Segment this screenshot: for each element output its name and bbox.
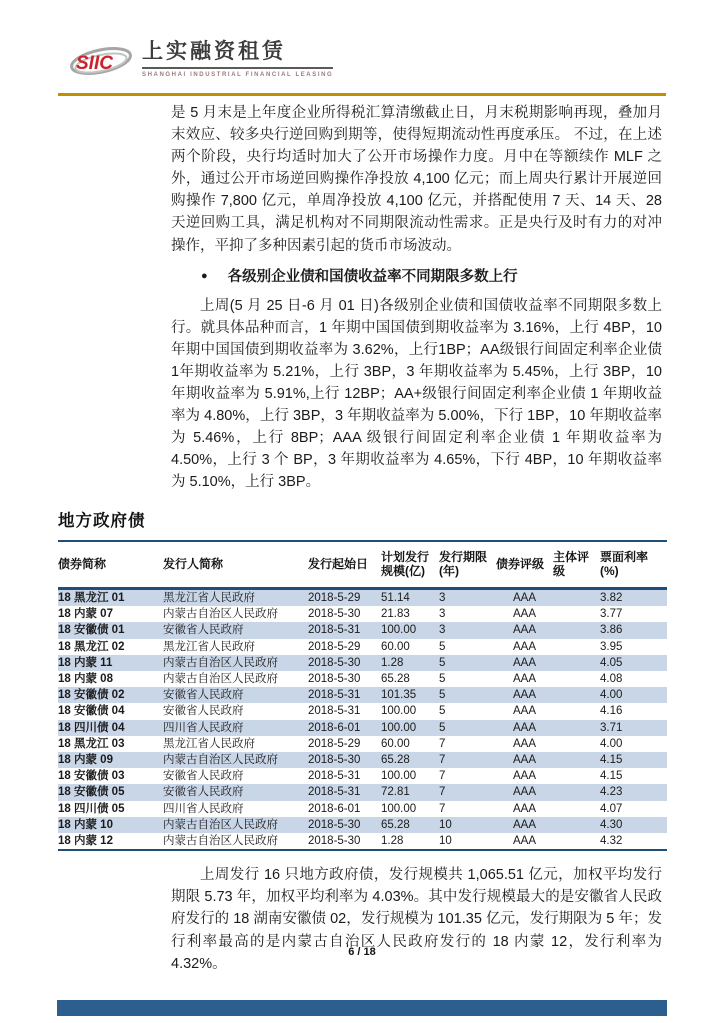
bullet-heading-text: 各级别企业债和国债收益率不同期限多数上行: [227, 268, 518, 285]
col-header-issue-date: 发行起始日: [308, 541, 381, 589]
cell-issuer: 安徽省人民政府: [163, 705, 244, 718]
paragraph-yields: 上周(5 月 25 日-6 月 01 日)各级别企业债和国债收益率不同期限多数上行。就具体品种而言，1 年期中国国债到期收益率为 3.16%，上行 4BP，10 年期中国国债到期收益率为 3.62%，上行1BP；AA级银行间固定利率企业债1年期收益率为 5.21%，上行 3BP，3 年期收益率为 5.45%，上行 3BP，10 年期收益率为 5.91%,上行 12BP；AA+级银行间固定利率企业债 1 年期收益率为 4.80%，上行 3BP，3 年期收益率为 5.00%，下行 1BP，10 年期收益率为 5.46%，上行 8BP；AAA 级银行间固定利率企业债 1 年期收益率为 4.50%，上行 3 个 BP，3 年期收益率为 4.65%，下行 4BP，10 年期收益率为 5.10%，上行 3BP。: [171, 297, 662, 491]
cell-scale: 1.28: [381, 835, 404, 848]
cell-issue-date: 2018-6-01: [308, 802, 361, 815]
cell-scale: 100.00: [381, 721, 417, 734]
cell-coupon: 4.32: [600, 835, 623, 848]
cell-bond-rating: AAA: [512, 624, 536, 637]
cell-scale: 65.28: [381, 673, 410, 686]
cell-issue-date: 2018-5-29: [308, 592, 361, 604]
cell-term: 5: [439, 721, 446, 734]
cell-bond-name: 18 内蒙 09: [58, 754, 113, 767]
cell-bond-rating: AAA: [512, 818, 536, 831]
cell-issuer: 黑龙江省人民政府: [163, 640, 255, 653]
company-name-cn: 上实融资租赁: [142, 40, 333, 69]
cell-term: 5: [439, 640, 446, 653]
cell-term: 3: [439, 592, 446, 604]
cell-term: 3: [439, 624, 446, 637]
table-row: [58, 671, 667, 687]
cell-bond-name: 18 内蒙 12: [58, 835, 113, 848]
cell-coupon: 4.16: [600, 705, 623, 718]
table-row: [58, 801, 667, 817]
col-header-scale: 计划发行规模(亿): [381, 541, 439, 589]
cell-scale: 100.00: [381, 624, 417, 637]
cell-term: 3: [439, 608, 446, 621]
table-row: [58, 736, 667, 752]
cell-bond-rating: AAA: [512, 786, 536, 799]
company-logo: [68, 40, 333, 84]
cell-issuer-rating: [553, 589, 600, 607]
table-row: [58, 655, 667, 671]
cell-term: 7: [439, 754, 446, 767]
table-row: [58, 833, 667, 850]
cell-issue-date: 2018-5-30: [308, 656, 361, 669]
cell-bond-name: 18 安徽债 05: [58, 786, 125, 799]
cell-bond-rating: AAA: [512, 592, 536, 604]
cell-scale: 51.14: [381, 592, 410, 604]
cell-term: 5: [439, 673, 446, 686]
cell-issuer-rating: [553, 720, 600, 736]
cell-bond-name: 18 安徽债 03: [58, 770, 125, 783]
cell-term: 7: [439, 802, 446, 815]
cell-coupon: 3.95: [600, 640, 623, 653]
cell-scale: 65.28: [381, 754, 410, 767]
bond-table: [58, 540, 667, 852]
cell-bond-name: 18 内蒙 08: [58, 673, 113, 686]
cell-issue-date: 2018-5-31: [308, 770, 361, 783]
cell-issue-date: 2018-5-30: [308, 608, 361, 621]
cell-issuer-rating: [553, 817, 600, 833]
cell-issuer: 内蒙古自治区人民政府: [163, 818, 278, 831]
cell-issue-date: 2018-5-31: [308, 705, 361, 718]
col-header-term: 发行期限(年): [439, 541, 496, 589]
cell-scale: 1.28: [381, 656, 404, 669]
cell-term: 10: [439, 818, 452, 831]
paragraph-summary: 上周发行 16 只地方政府债，发行规模共 1,065.51 亿元，加权平均发行期限 5.73 年，加权平均利率为 4.03%。其中发行规模最大的是安徽省人民政府发行的 18 湖南安徽债 02，发行规模为 101.35 亿元，发行期限为 5 年；发行利率最高的是内蒙古自治区人民政府发行的 18 内蒙 12，发行利率为 4.32%。: [171, 867, 662, 972]
cell-bond-rating: AAA: [512, 705, 536, 718]
col-header-issuer: 发行人简称: [163, 541, 308, 589]
cell-term: 5: [439, 705, 446, 718]
cell-coupon: 4.30: [600, 818, 623, 831]
cell-issuer-rating: [553, 784, 600, 800]
cell-issuer-rating: [553, 671, 600, 687]
cell-bond-rating: AAA: [512, 673, 536, 686]
cell-coupon: 3.71: [600, 721, 623, 734]
cell-scale: 100.00: [381, 705, 417, 718]
cell-issuer-rating: [553, 768, 600, 784]
siic-logo-text: SIIC: [76, 53, 113, 74]
table-row: [58, 703, 667, 719]
cell-coupon: 4.23: [600, 786, 623, 799]
bullet-icon: ●: [201, 269, 208, 282]
cell-scale: 100.00: [381, 802, 417, 815]
page-number: 6 / 18: [348, 946, 376, 958]
cell-bond-name: 18 内蒙 10: [58, 818, 113, 831]
cell-issuer-rating: [553, 752, 600, 768]
header-divider: [58, 93, 666, 96]
page-content: [0, 102, 724, 975]
company-name-block: [142, 40, 333, 78]
cell-bond-name: 18 黑龙江 01: [58, 592, 125, 604]
cell-issuer-rating: [553, 622, 600, 638]
paragraph-liquidity: 是 5 月末是上年度企业所得税汇算清缴截止日，月末税期影响再现，叠加月末效应、较多央行逆回购到期等，使得短期流动性再度承压。 不过，在上述两个阶段，央行均适时加大了公开市场操作力度。月中在等额续作 MLF 之外，通过公开市场逆回购操作净投放 4,100 亿元；而上周央行累计开展逆回购操作 7,800 亿元，单周净投放 4,100 亿元，并搭配使用 7 天、14 天、28 天逆回购工具，满足机构对不同期限流动性需求。正是央行及时有力的对冲操作，平抑了多种因素引起的货币市场波动。: [171, 105, 662, 254]
cell-scale: 65.28: [381, 818, 410, 831]
company-name-en: SHANGHAI INDUSTRIAL FINANCIAL LEASING: [142, 72, 334, 79]
cell-scale: 60.00: [381, 737, 410, 750]
cell-bond-rating: AAA: [512, 721, 536, 734]
cell-bond-rating: AAA: [512, 656, 536, 669]
cell-bond-name: 18 四川债 05: [58, 802, 125, 815]
cell-bond-name: 18 安徽债 04: [58, 705, 125, 718]
cell-issuer: 内蒙古自治区人民政府: [163, 754, 278, 767]
table-row: [58, 720, 667, 736]
cell-bond-rating: AAA: [512, 770, 536, 783]
cell-issuer: 安徽省人民政府: [163, 786, 244, 799]
cell-bond-rating: AAA: [512, 802, 536, 815]
cell-bond-rating: AAA: [512, 640, 536, 653]
table-row: [58, 589, 667, 607]
cell-scale: 72.81: [381, 786, 410, 799]
cell-issuer-rating: [553, 833, 600, 850]
col-header-coupon: 票面利率(%): [600, 541, 667, 589]
cell-term: 10: [439, 835, 452, 848]
cell-issuer-rating: [553, 736, 600, 752]
cell-issuer: 四川省人民政府: [163, 802, 244, 815]
cell-issuer: 安徽省人民政府: [163, 689, 244, 702]
table-row: [58, 639, 667, 655]
page-header: [0, 0, 724, 84]
col-header-issuer-rating: 主体评级: [553, 541, 600, 589]
table-row: [58, 817, 667, 833]
table-row: [58, 606, 667, 622]
cell-bond-name: 18 安徽债 02: [58, 689, 125, 702]
cell-issue-date: 2018-6-01: [308, 721, 361, 734]
table-row: [58, 752, 667, 768]
cell-issue-date: 2018-5-31: [308, 786, 361, 799]
cell-issuer-rating: [553, 801, 600, 817]
cell-bond-name: 18 黑龙江 02: [58, 640, 125, 653]
cell-bond-name: 18 黑龙江 03: [58, 737, 125, 750]
cell-coupon: 4.08: [600, 673, 623, 686]
cell-bond-rating: AAA: [512, 835, 536, 848]
cell-issuer: 内蒙古自治区人民政府: [163, 673, 278, 686]
cell-term: 5: [439, 689, 446, 702]
cell-issue-date: 2018-5-31: [308, 689, 361, 702]
cell-bond-name: 18 内蒙 07: [58, 608, 113, 621]
cell-issuer: 黑龙江省人民政府: [163, 737, 255, 750]
cell-term: 7: [439, 786, 446, 799]
cell-term: 7: [439, 770, 446, 783]
cell-bond-rating: AAA: [512, 754, 536, 767]
cell-issue-date: 2018-5-31: [308, 624, 361, 637]
cell-bond-name: 18 安徽债 01: [58, 624, 125, 637]
cell-bond-rating: AAA: [512, 689, 536, 702]
cell-coupon: 4.00: [600, 689, 623, 702]
cell-coupon: 4.00: [600, 737, 623, 750]
cell-issuer-rating: [553, 687, 600, 703]
cell-issuer: 四川省人民政府: [163, 721, 244, 734]
cell-scale: 101.35: [381, 689, 417, 702]
table-row: [58, 687, 667, 703]
bond-table-body: [58, 589, 667, 851]
cell-bond-rating: AAA: [512, 737, 536, 750]
cell-coupon: 3.82: [600, 592, 623, 604]
section-title-local-gov-bonds: 地方政府债: [58, 511, 146, 530]
cell-issue-date: 2018-5-30: [308, 673, 361, 686]
cell-scale: 100.00: [381, 770, 417, 783]
cell-bond-name: 18 内蒙 11: [58, 656, 113, 669]
cell-bond-rating: AAA: [512, 608, 536, 621]
cell-issuer-rating: [553, 703, 600, 719]
cell-issue-date: 2018-5-29: [308, 640, 361, 653]
cell-issuer-rating: [553, 655, 600, 671]
table-row: [58, 768, 667, 784]
cell-issuer: 内蒙古自治区人民政府: [163, 835, 278, 848]
footer-bar: [57, 1000, 667, 1016]
cell-term: 5: [439, 656, 446, 669]
col-header-bond-rating: 债券评级: [496, 541, 553, 589]
cell-issue-date: 2018-5-30: [308, 818, 361, 831]
cell-issue-date: 2018-5-30: [308, 835, 361, 848]
cell-bond-name: 18 四川债 04: [58, 721, 125, 734]
cell-issuer: 安徽省人民政府: [163, 770, 244, 783]
cell-scale: 60.00: [381, 640, 410, 653]
cell-issuer: 安徽省人民政府: [163, 624, 244, 637]
table-row: [58, 784, 667, 800]
cell-coupon: 4.05: [600, 656, 623, 669]
cell-issue-date: 2018-5-29: [308, 737, 361, 750]
cell-issuer: 黑龙江省人民政府: [163, 592, 255, 604]
cell-term: 7: [439, 737, 446, 750]
cell-coupon: 4.07: [600, 802, 623, 815]
cell-issuer-rating: [553, 639, 600, 655]
siic-logo-icon: [68, 40, 134, 84]
cell-scale: 21.83: [381, 608, 410, 621]
cell-issuer-rating: [553, 606, 600, 622]
cell-issuer: 内蒙古自治区人民政府: [163, 608, 278, 621]
bond-table-header: [58, 541, 667, 589]
cell-coupon: 4.15: [600, 770, 623, 783]
col-header-bond-name: 债券简称: [58, 541, 163, 589]
cell-coupon: 4.15: [600, 754, 623, 767]
cell-coupon: 3.86: [600, 624, 623, 637]
cell-issuer: 内蒙古自治区人民政府: [163, 656, 278, 669]
bullet-heading: [201, 266, 666, 288]
cell-issue-date: 2018-5-30: [308, 754, 361, 767]
table-row: [58, 622, 667, 638]
cell-coupon: 3.77: [600, 608, 623, 621]
